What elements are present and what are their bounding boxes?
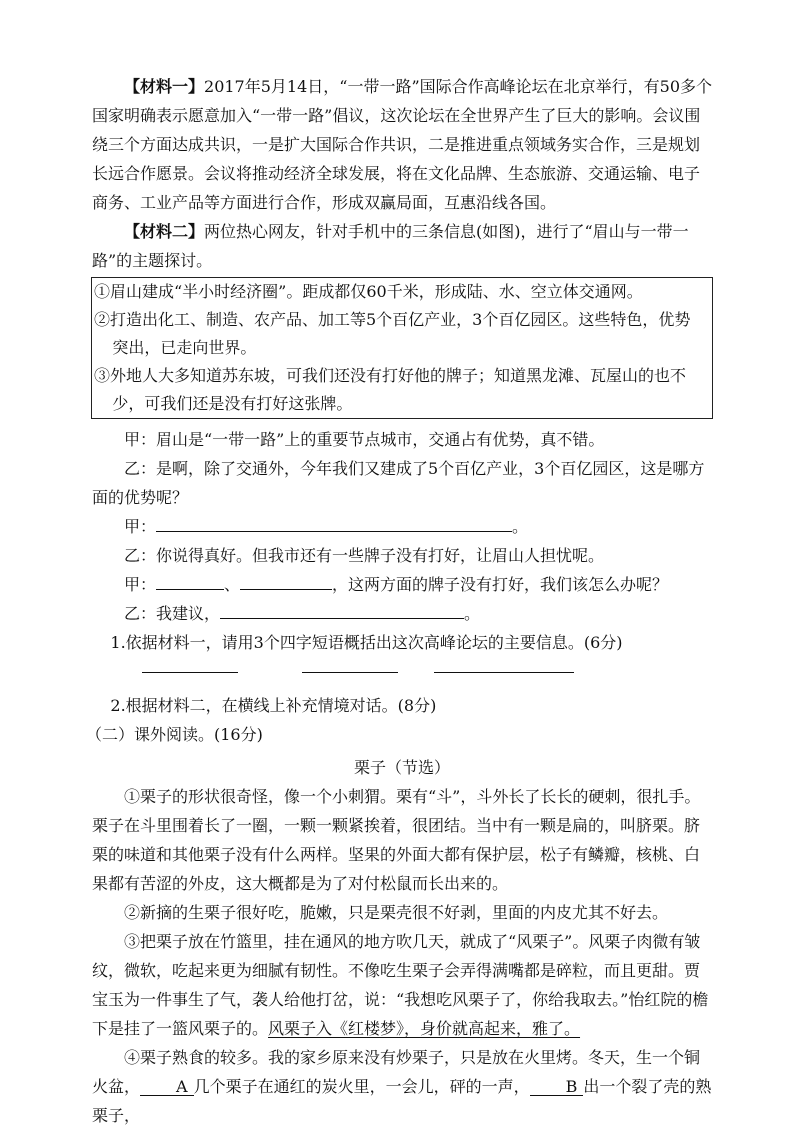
dialogue-jia-2: 甲： 。	[92, 512, 712, 541]
section-heading: （二）课外阅读。(16分)	[86, 725, 263, 744]
dialogue-yi-1: 乙：是啊，除了交通外，今年我们又建成了5个百亿产业，3个百亿园区，这是哪方面的优势呢？	[92, 459, 705, 507]
dialogue-jia-1: 甲：眉山是“一带一路”上的重要节点城市，交通占有优势，真不错。	[124, 430, 605, 449]
answer-line-yi-3[interactable]	[220, 600, 464, 619]
answer-line-jia-3b[interactable]	[240, 571, 332, 590]
exam-page	[86, 72, 712, 1130]
material-one-label: 【材料一】	[124, 77, 205, 96]
info-item-2: ②打造出化工、制造、农产品、加工等5个百亿产业，3个百亿园区。这些特色，优势突出，已走向世界。	[94, 310, 691, 357]
answer-line-q1-b[interactable]	[302, 671, 398, 673]
article-para-2: ②新摘的生栗子很好吃，脆嫩，只是栗壳很不好剥，里面的内皮尤其不好去。	[124, 903, 669, 922]
answer-line-q1-a[interactable]	[142, 671, 238, 673]
dialogue-yi-3: 乙：我建议， 。	[92, 599, 712, 628]
answer-line-jia-2[interactable]	[156, 513, 512, 532]
info-box	[91, 277, 713, 419]
material-one-text: 2017年5月14日，“一带一路”国际合作高峰论坛在北京举行，有50多个国家明确表示愿意加入“一带一路”倡议，这次论坛在全世界产生了巨大的影响。会议围绕三个方面达成共识，一是扩大国际合作共识，二是推进重点领域务实合作，三是规划长远合作愿景。会议将推动经济全球发展，将在文化品牌、生态旅游、交通运输、电子商务、工业产品等方面进行合作，形成双赢局面，互惠沿线各国。	[92, 77, 712, 212]
underlined-sentence: 风栗子入《红楼梦》，身价就高起来，雅了。	[268, 1019, 581, 1038]
material-two-label: 【材料二】	[124, 222, 205, 241]
article-para-1: ①栗子的形状很奇怪，像一个小刺猬。栗有“斗”，斗外长了长长的硬刺，很扎手。栗子在斗里围着长了一圈，一颗一颗紧挨着，很团结。当中有一颗是扁的，叫脐栗。脐栗的味道和其他栗子没有什么两样。坚果的外面大都有保护层，松子有鳞瓣，核桃、白果都有苦涩的外皮，这大概都是为了对付松鼠而长出来的。	[92, 787, 701, 893]
blank-a[interactable]: A	[140, 1079, 194, 1096]
question-2: 2.根据材料二，在横线上补充情境对话。(8分)	[110, 696, 437, 715]
answer-line-q1-c[interactable]	[434, 671, 574, 673]
article-para-3: ③把栗子放在竹篮里，挂在通风的地方吹几天，就成了“风栗子”。风栗子肉微有皱纹，微软，吃起来更为细腻有韧性。不像吃生栗子会弄得满嘴都是碎粒，而且更甜。贾宝玉为一件事生了气，袭人给他打岔，说：“我想吃风栗子了，你给我取去。”怡红院的檐下是挂了一篮风栗子的。风栗子入《红楼梦》，身价就高起来，雅了。	[92, 932, 709, 1038]
answer-line-jia-3a[interactable]	[156, 571, 224, 590]
material-one	[92, 72, 712, 217]
blank-b[interactable]: B	[530, 1079, 584, 1096]
dialogue-jia-3: 甲： 、 ，这两方面的牌子没有打好，我们该怎么办呢？	[92, 570, 712, 599]
material-two	[92, 217, 712, 275]
article-para-4: ④栗子熟食的较多。我的家乡原来没有炒栗子，只是放在火里烤。冬天，生一个铜火盆， A 几个栗子在通红的炭火里，一会儿，砰的一声， B 出一个裂了壳的熟栗子，	[92, 1048, 712, 1125]
material-two-text: 两位热心网友，针对手机中的三条信息(如图)，进行了“眉山与一带一路”的主题探讨。	[92, 222, 689, 270]
question-1: 1.依据材料一，请用3个四字短语概括出这次高峰论坛的主要信息。(6分)	[110, 633, 623, 652]
question-1-answer-lines	[92, 657, 712, 691]
info-item-3: ③外地人大多知道苏东坡，可我们还没有打好他的牌子；知道黑龙滩、瓦屋山的也不少，可我们还是没有打好这张牌。	[94, 366, 687, 413]
article-title: 栗子（节选）	[353, 758, 450, 777]
info-item-1: ①眉山建成“半小时经济圈”。距成都仅60千米，形成陆、水、空立体交通网。	[94, 282, 643, 301]
dialogue-yi-2: 乙：你说得真好。但我市还有一些牌子没有打好，让眉山人担忧呢。	[124, 546, 605, 565]
